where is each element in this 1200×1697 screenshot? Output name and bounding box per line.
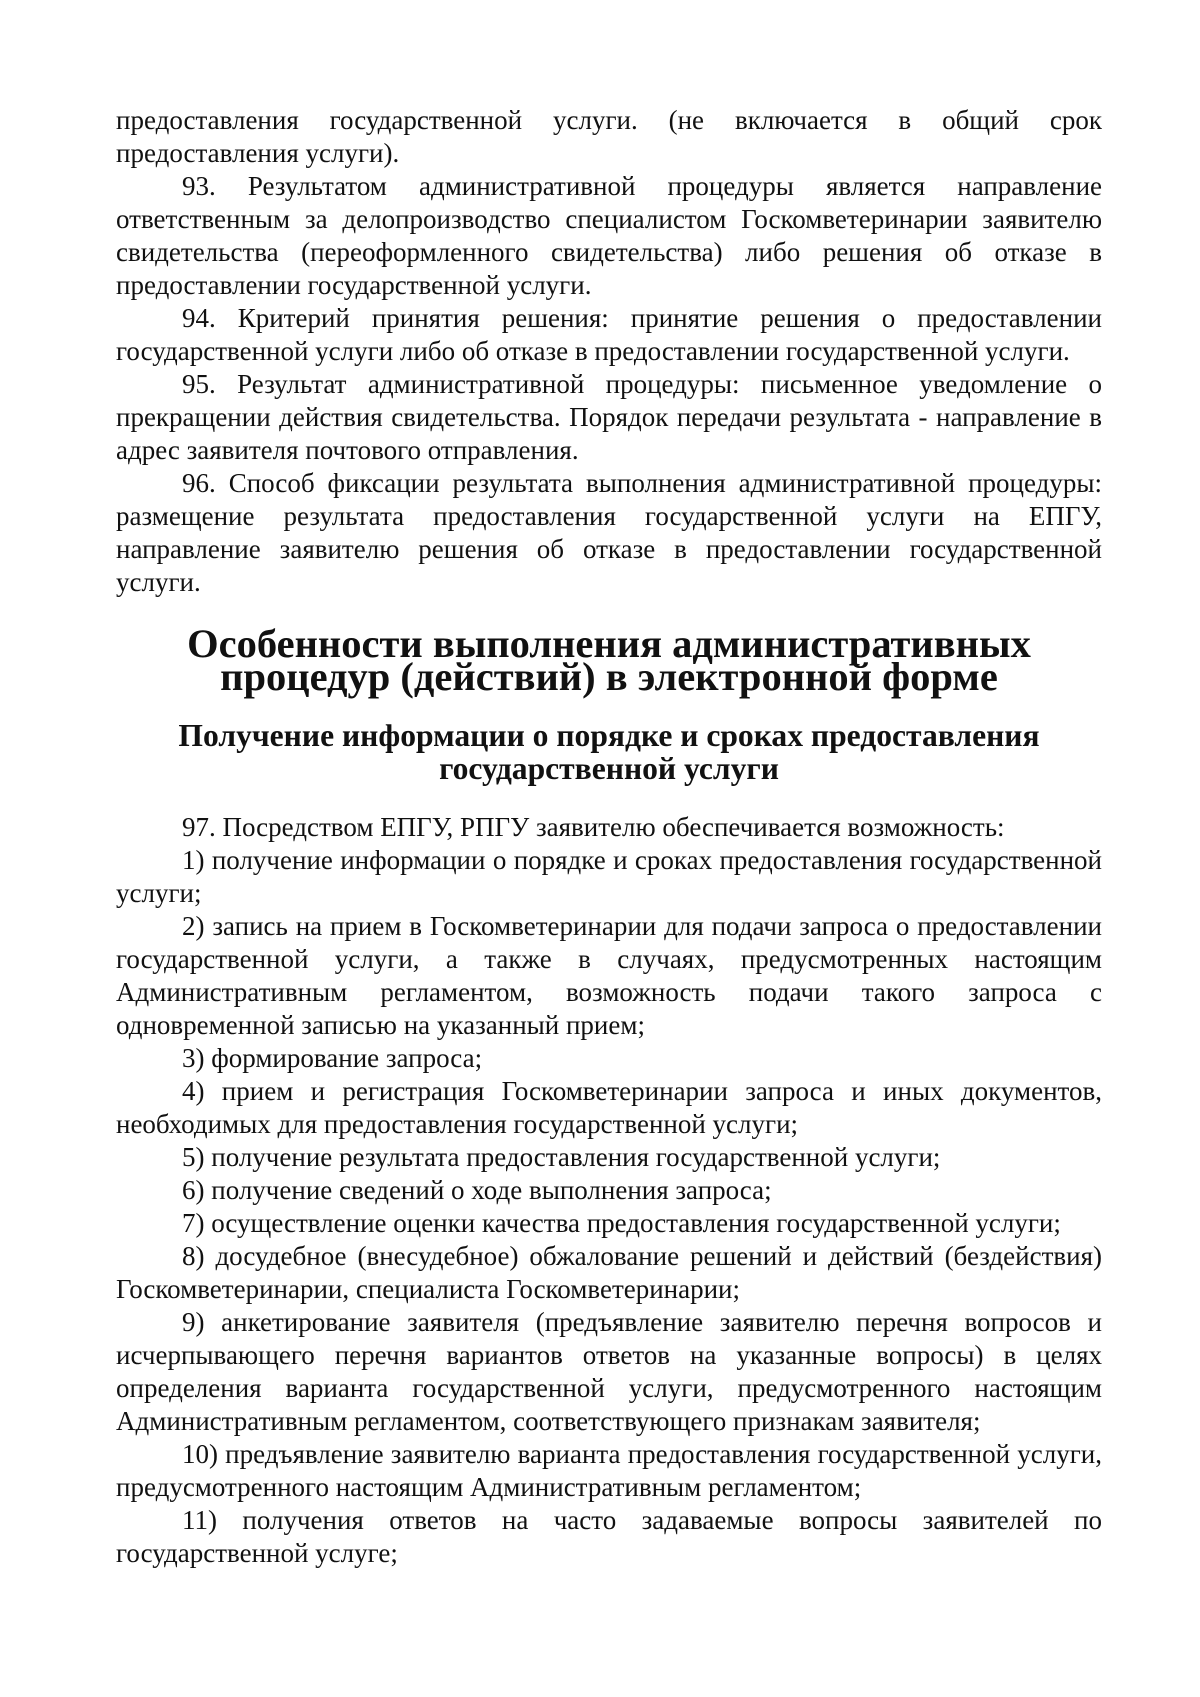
section-heading-electronic-procedures: Особенности выполнения административных процедур (действий) в электронной форме (187, 621, 1031, 699)
list-item-7: 7) осуществление оценки качества предоставления государственной услуги; (182, 1208, 1061, 1238)
list-item-5: 5) получение результата предоставления государственной услуги; (182, 1142, 941, 1172)
list-item-4: 4) прием и регистрация Госкомветеринарии запроса и иных документов, необходимых для предоставления государственной услуги; (116, 1076, 1102, 1139)
subsection-heading-information: Получение информации о порядке и сроках предоставления государственной услуги (178, 718, 1040, 786)
list-item-11: 11) получения ответов на часто задаваемые вопросы заявителей по государственной услуге; (116, 1505, 1102, 1568)
list-item-9: 9) анкетирование заявителя (предъявление заявителю перечня вопросов и исчерпывающего перечня вариантов ответов на указанные вопросы) в целях определения варианта государственной услуги, предусмотренного настоящим Административным регламентом, соответствующего признакам заявителя; (116, 1307, 1102, 1436)
list-item-10: 10) предъявление заявителю варианта предоставления государственной услуги, предусмотренного настоящим Административным регламентом; (116, 1439, 1102, 1502)
document-page (116, 104, 1102, 1570)
paragraph-94: 94. Критерий принятия решения: принятие решения о предоставлении государственной услуги либо об отказе в предоставлении государственной услуги. (116, 303, 1102, 366)
paragraph-96: 96. Способ фиксации результата выполнения административной процедуры: размещение результата предоставления государственной услуги на ЕПГУ, направление заявителю решения об отказе в предоставлении государственной услуги. (116, 468, 1102, 597)
list-item-3: 3) формирование запроса; (182, 1043, 483, 1073)
list-item-8: 8) досудебное (внесудебное) обжалование решений и действий (бездействия) Госкомветеринарии, специалиста Госкомветеринарии; (116, 1241, 1102, 1304)
list-item-6: 6) получение сведений о ходе выполнения запроса; (182, 1175, 772, 1205)
list-item-2: 2) запись на прием в Госкомветеринарии для подачи запроса о предоставлении государственной услуги, а также в случаях, предусмотренных настоящим Административным регламентом, возможность подачи такого запроса с одновременной записью на указанный прием; (116, 911, 1102, 1040)
paragraph-93: 93. Результатом административной процедуры является направление ответственным за делопроизводство специалистом Госкомветеринарии заявителю свидетельства (переоформленного свидетельства) либо решения об отказе в предоставлении государственной услуги. (116, 171, 1102, 300)
list-item-1: 1) получение информации о порядке и сроках предоставления государственной услуги; (116, 845, 1102, 908)
paragraph-95: 95. Результат административной процедуры: письменное уведомление о прекращении действия свидетельства. Порядок передачи результата - направление в адрес заявителя почтового отправления. (116, 369, 1102, 465)
paragraph-intro-tail: предоставления государственной услуги. (не включается в общий срок предоставления услуги). (116, 105, 1102, 168)
paragraph-97: 97. Посредством ЕПГУ, РПГУ заявителю обеспечивается возможность: (182, 812, 1005, 842)
